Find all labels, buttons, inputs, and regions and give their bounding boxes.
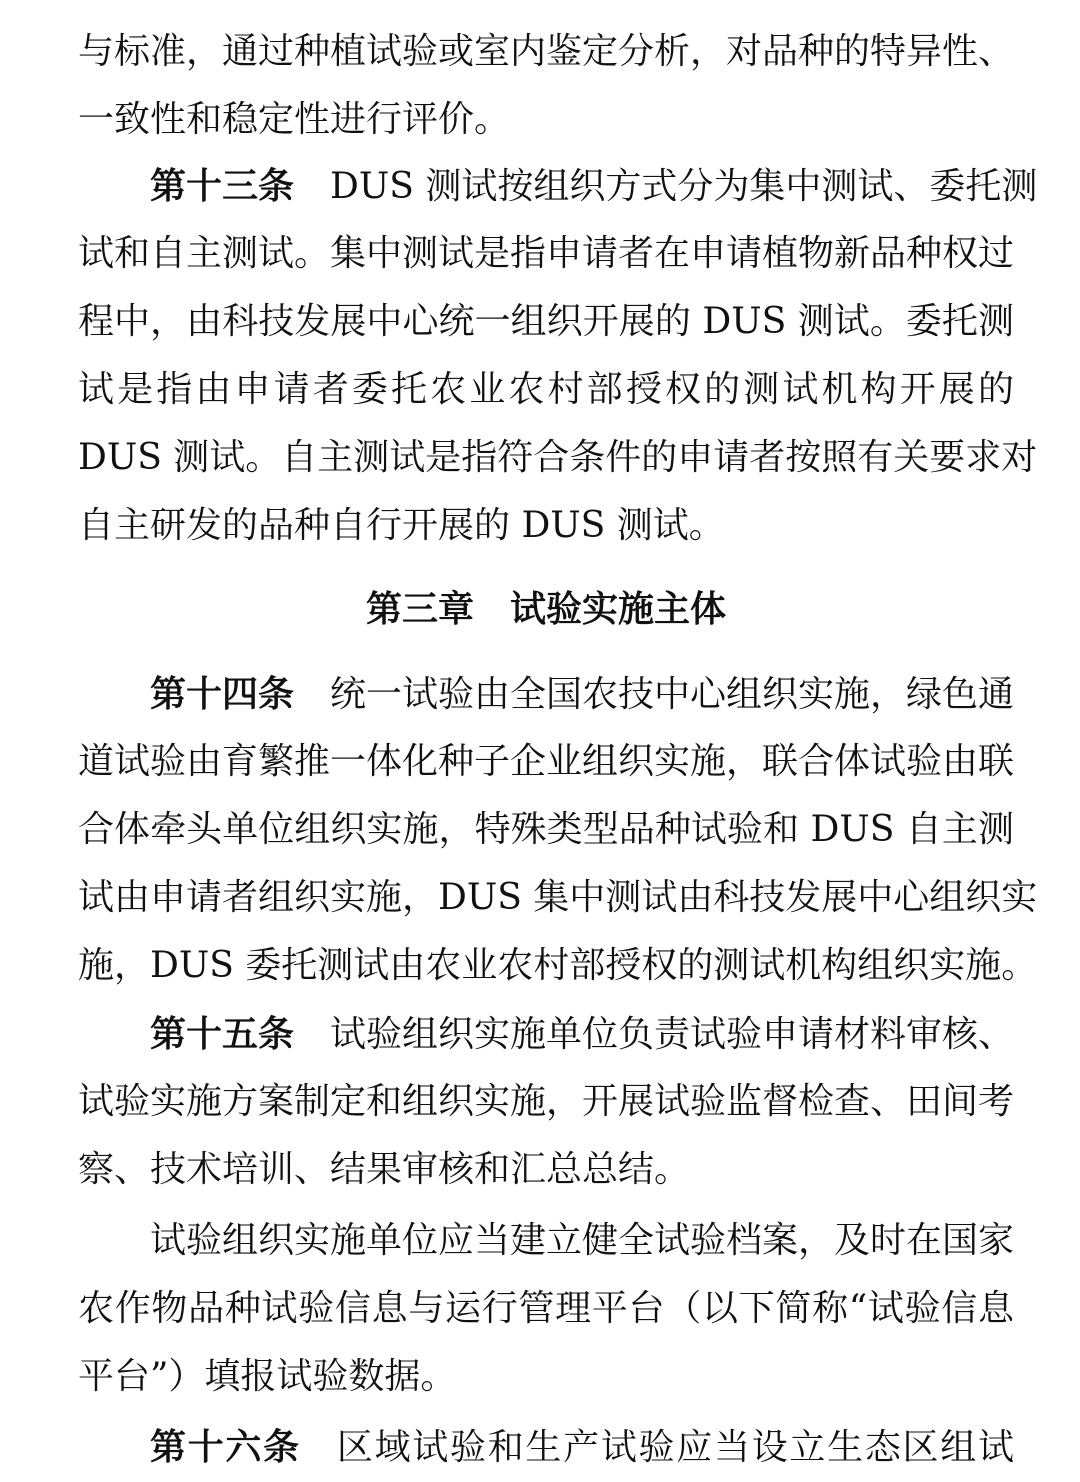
paragraph-line: 察、技术培训、结果审核和汇总总结。 — [78, 1149, 691, 1190]
paragraph-line: DUS 测试。自主测试是指符合条件的申请者按照有关要求对 — [78, 437, 1038, 478]
article-13-line — [78, 152, 1038, 220]
paragraph-line: 与标准，通过种植试验或室内鉴定分析，对品种的特异性、 — [78, 31, 1015, 72]
article-14-line — [78, 660, 1014, 728]
paragraph-line: 试是指由申请者委托农业农村部授权的测试机构开展的 — [78, 369, 1014, 410]
article-13-text: DUS 测试按组织方式分为集中测试、委托测 — [330, 166, 1038, 207]
paragraph-line: 试验实施方案制定和组织实施，开展试验监督检查、田间考 — [78, 1081, 1015, 1122]
article-15-line — [78, 1000, 1014, 1068]
paragraph-line: 合体牵头单位组织实施，特殊类型品种试验和 DUS 自主测 — [78, 809, 1014, 850]
article-15-text: 试验组织实施单位负责试验申请材料审核、 — [330, 1014, 1015, 1055]
article-14-label: 第十四条 — [150, 673, 295, 715]
article-16-label: 第十六条 — [150, 1426, 301, 1468]
paragraph-line: 施，DUS 委托测试由农业农村部授权的测试机构组织实施。 — [78, 945, 1038, 986]
paragraph-line: 试由申请者组织实施，DUS 集中测试由科技发展中心组织实 — [78, 877, 1038, 918]
paragraph-line: 试验组织实施单位应当建立健全试验档案，及时在国家 — [150, 1220, 1015, 1261]
paragraph-line: 一致性和稳定性进行评价。 — [78, 99, 511, 140]
paragraph-line: 自主研发的品种自行开展的 DUS 测试。 — [78, 505, 725, 546]
article-16-text: 区域试验和生产试验应当设立生态区组试 — [336, 1427, 1014, 1468]
paragraph-line: 平台”）填报试验数据。 — [78, 1356, 457, 1397]
article-14-text: 统一试验由全国农技中心组织实施，绿色通 — [330, 674, 1015, 715]
paragraph-line: 道试验由育繁推一体化种子企业组织实施，联合体试验由联 — [78, 741, 1015, 782]
paragraph-line: 程中，由科技发展中心统一组织开展的 DUS 测试。委托测 — [78, 301, 1014, 342]
article-13-label: 第十三条 — [150, 165, 295, 207]
article-15-label: 第十五条 — [150, 1013, 295, 1055]
paragraph-line: 试和自主测试。集中测试是指申请者在申请植物新品种权过 — [78, 233, 1015, 274]
chapter-heading: 第三章 试验实施主体 — [365, 588, 726, 630]
paragraph-line: 农作物品种试验信息与运行管理平台（以下简称“试验信息 — [78, 1288, 1014, 1329]
article-16-line — [78, 1413, 1014, 1481]
